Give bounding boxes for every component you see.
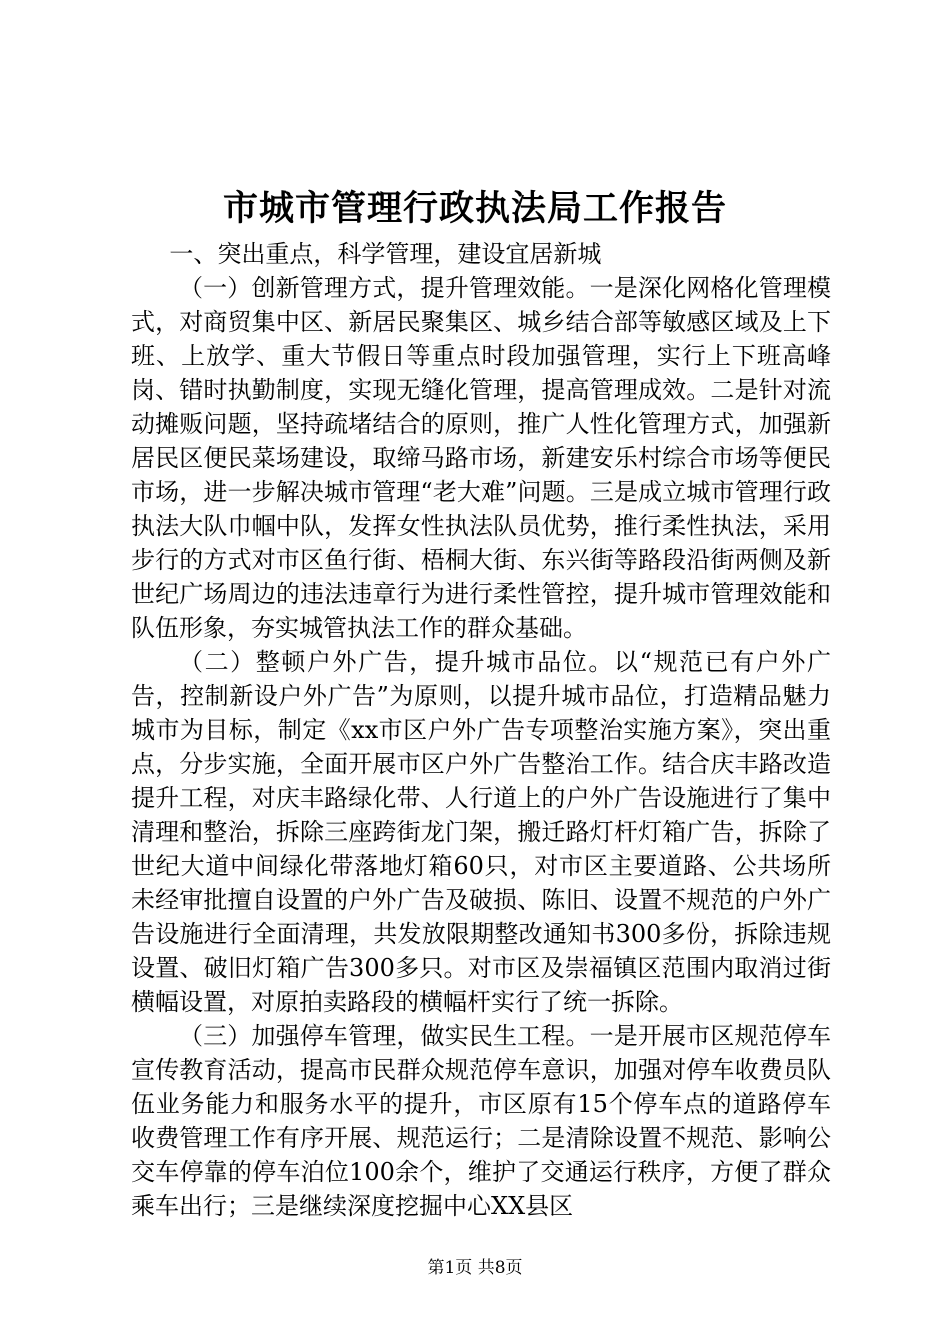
document-title: 市城市管理行政执法局工作报告 bbox=[222, 188, 727, 229]
paragraph-2: （二）整顿户外广告，提升城市品位。以“规范已有户外广告，控制新设户外广告”为原则，以提升城市品位，打造精品魅力城市为目标，制定《xx市区户外广告专项整治实施方案》，突出重点，分步实施，全面开展市区户外广告整治工作。结合庆丰路改造提升工程，对庆丰路绿化带、人行道上的户外广告设施进行了集中清理和整治，拆除三座跨街龙门架，搬迁路灯杆灯箱广告，拆除了世纪大道中间绿化带落地灯箱60只，对市区主要道路、公共场所未经审批擅自设置的户外广告及破损、陈旧、设置不规范的户外广告设施进行全面清理，共发放限期整改通知书300多份，拆除违规设置、破旧灯箱广告300多只。对市区及崇福镇区范围内取消过街横幅设置，对原拍卖路段的横幅杆实行了统一拆除。 bbox=[131, 648, 831, 1016]
page-number-footer: 第1页 共8页 bbox=[427, 1258, 523, 1278]
document-body bbox=[131, 237, 831, 1223]
paragraph-3: （三）加强停车管理，做实民生工程。一是开展市区规范停车宣传教育活动，提高市民群众规范停车意识，加强对停车收费员队伍业务能力和服务水平的提升，市区原有15个停车点的道路停车收费管理工作有序开展、规范运行；二是清除设置不规范、影响公交车停靠的停车泊位100余个，维护了交通运行秩序，方便了群众乘车出行；三是继续深度挖掘中心XX县区 bbox=[131, 1022, 831, 1220]
section-heading: 一、突出重点，科学管理，建设宜居新城 bbox=[169, 240, 602, 268]
paragraph-1: （一）创新管理方式，提升管理效能。一是深化网格化管理模式，对商贸集中区、新居民聚集区、城乡结合部等敏感区域及上下班、上放学、重大节假日等重点时段加强管理，实行上下班高峰岗、错时执勤制度，实现无缝化管理，提高管理成效。二是针对流动摊贩问题，坚持疏堵结合的原则，推广人性化管理方式，加强新居民区便民菜场建设，取缔马路市场，新建安乐村综合市场等便民市场，进一步解决城市管理“老大难”问题。三是成立城市管理行政执法大队巾帼中队，发挥女性执法队员优势，推行柔性执法，采用步行的方式对市区鱼行街、梧桐大街、东兴街等路段沿街两侧及新世纪广场周边的违法违章行为进行柔性管控，提升城市管理效能和队伍形象，夯实城管执法工作的群众基础。 bbox=[131, 274, 831, 642]
